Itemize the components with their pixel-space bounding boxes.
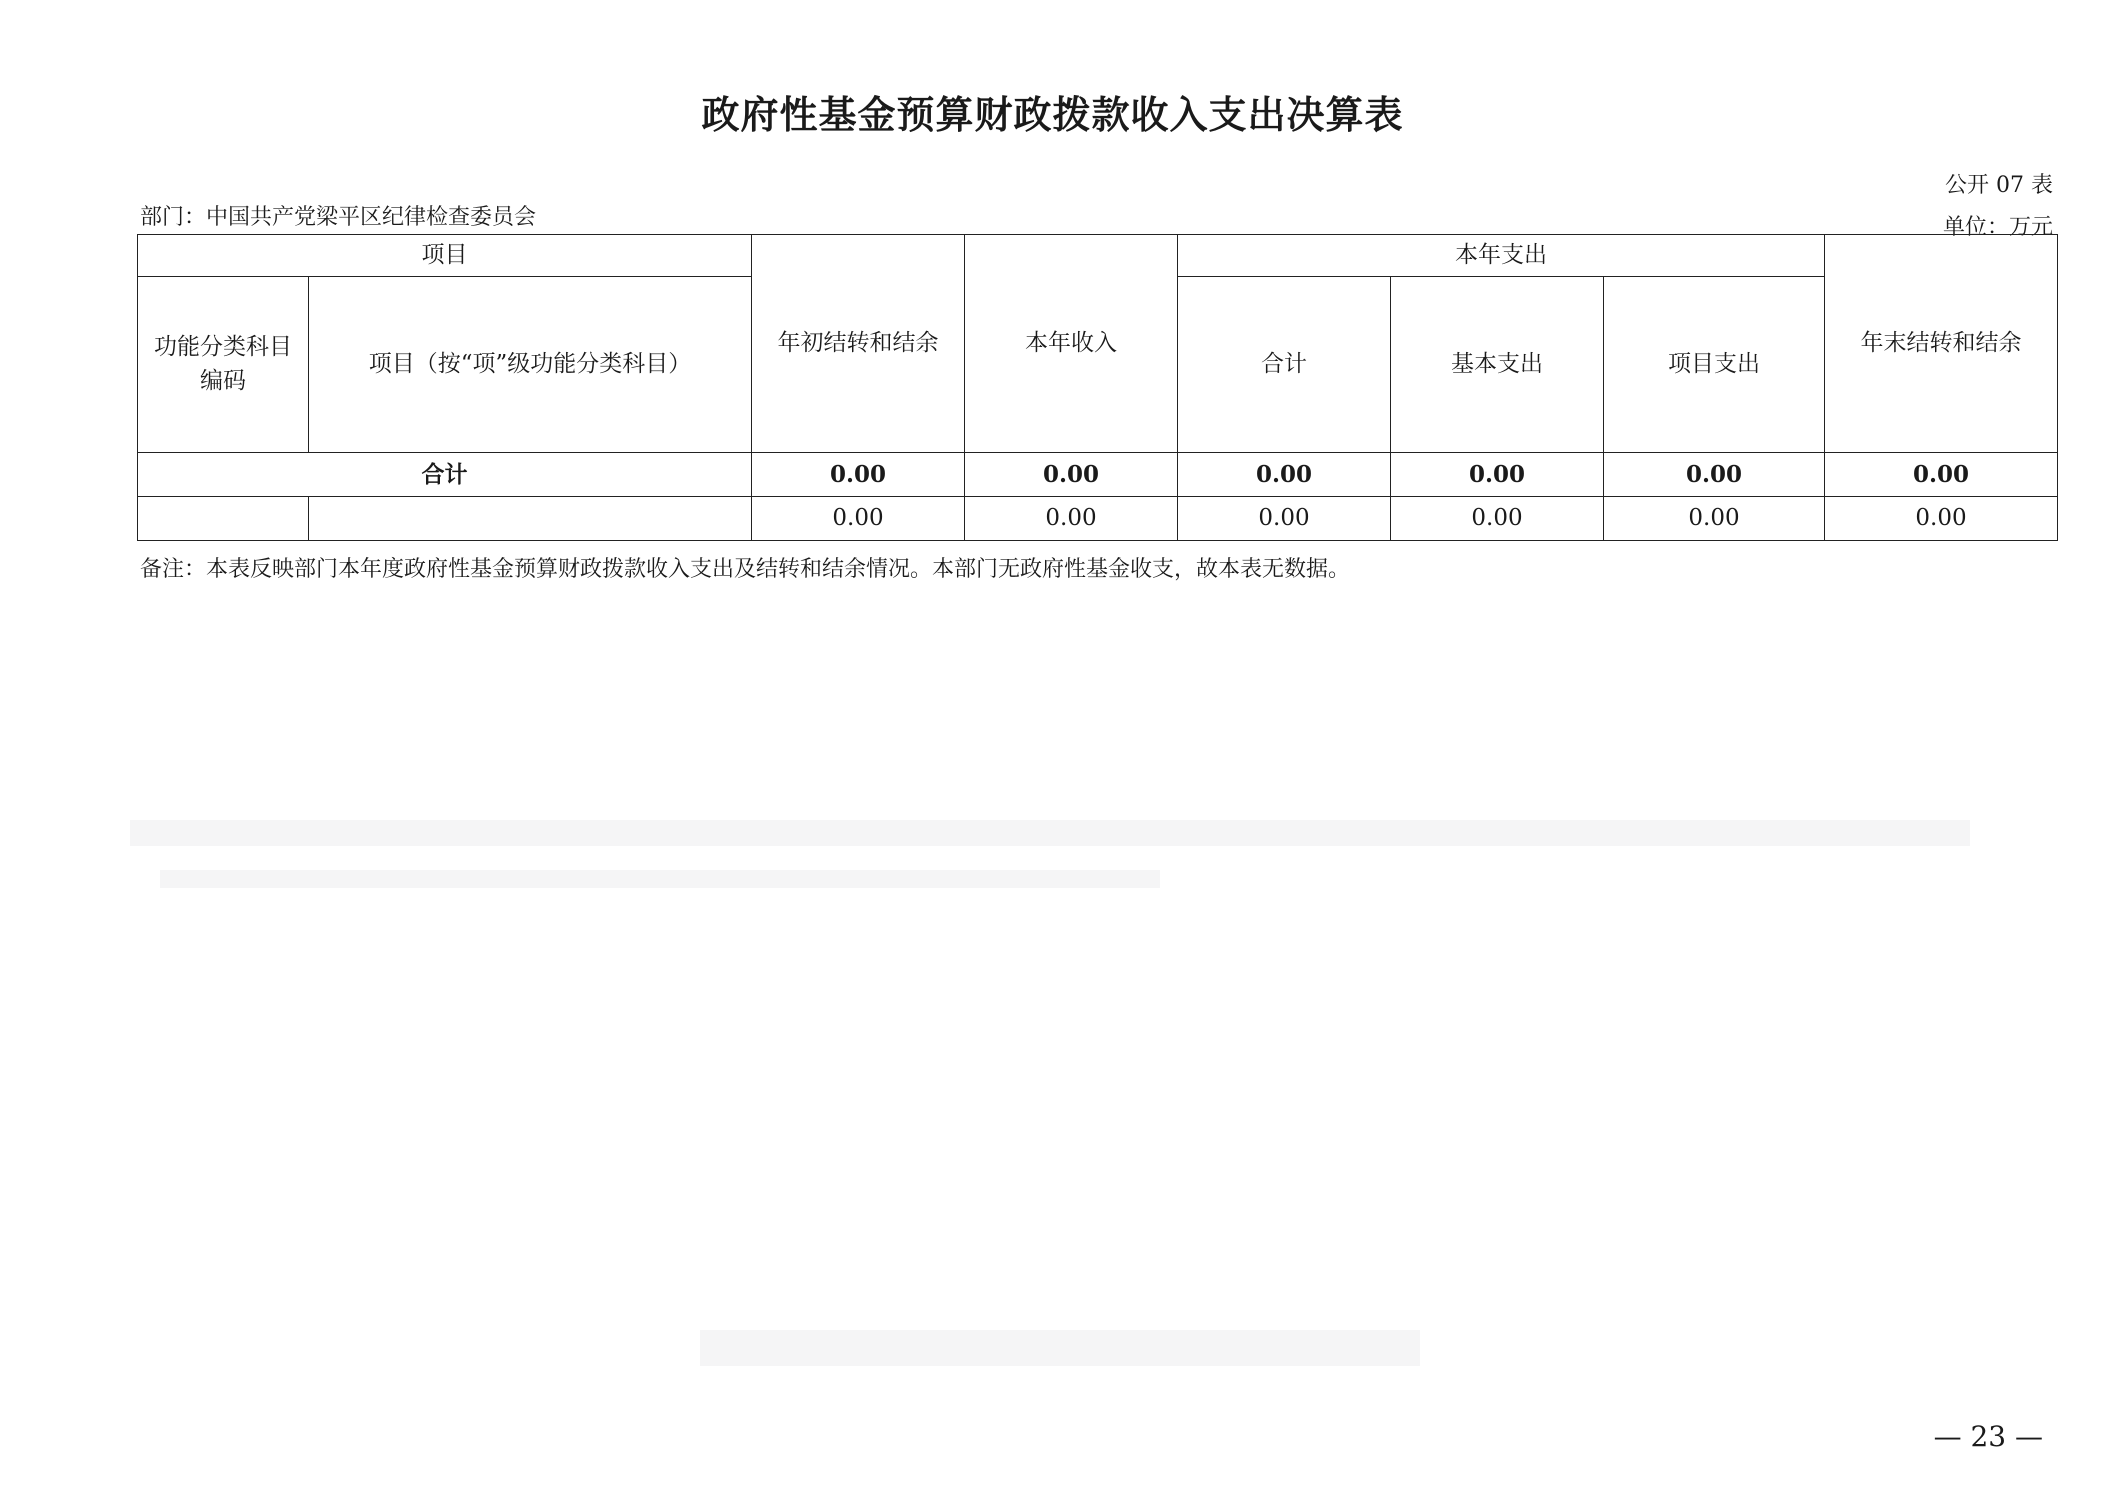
header-row-1 — [138, 235, 2058, 277]
table-note: 备注：本表反映部门本年度政府性基金预算财政拨款收入支出及结转和结余情况。本部门无政府性基金收支，故本表无数据。 — [140, 557, 1351, 582]
row-project-expense: 0.00 — [1604, 497, 1825, 541]
row-opening-balance: 0.00 — [752, 497, 965, 541]
total-project-expense: 0.00 — [1604, 453, 1825, 497]
total-row-label: 合计 — [138, 453, 752, 497]
bleed-through-artifact — [160, 870, 1160, 888]
row-expense-total: 0.00 — [1178, 497, 1391, 541]
header-project-group: 项目 — [138, 235, 752, 277]
total-row — [138, 453, 2058, 497]
bleed-through-artifact — [130, 820, 1970, 846]
total-closing-balance: 0.00 — [1825, 453, 2058, 497]
table-row — [138, 497, 2058, 541]
department-label: 部门：中国共产党梁平区纪律检查委员会 — [140, 205, 537, 230]
header-function-code: 功能分类科目编码 — [138, 277, 309, 453]
bleed-through-artifact — [700, 1330, 1420, 1366]
row-function-code — [138, 497, 309, 541]
header-project-name: 项目（按“项”级功能分类科目） — [309, 277, 752, 453]
header-project-expense: 项目支出 — [1604, 277, 1825, 453]
total-basic-expense: 0.00 — [1391, 453, 1604, 497]
row-basic-expense: 0.00 — [1391, 497, 1604, 541]
header-current-expense-group: 本年支出 — [1178, 235, 1825, 277]
budget-table — [137, 234, 2058, 541]
row-project-name — [309, 497, 752, 541]
header-closing-balance: 年末结转和结余 — [1825, 235, 2058, 453]
total-opening-balance: 0.00 — [752, 453, 965, 497]
unit-label: 单位：万元 — [1942, 215, 2053, 240]
form-number: 公开 07 表 — [1945, 173, 2053, 198]
header-basic-expense: 基本支出 — [1391, 277, 1604, 453]
page-title: 政府性基金预算财政拨款收入支出决算表 — [701, 92, 1404, 137]
page-number: — 23 — — [1933, 1420, 2043, 1453]
row-current-income: 0.00 — [965, 497, 1178, 541]
total-current-income: 0.00 — [965, 453, 1178, 497]
header-current-income: 本年收入 — [965, 235, 1178, 453]
row-closing-balance: 0.00 — [1825, 497, 2058, 541]
total-expense-total: 0.00 — [1178, 453, 1391, 497]
header-expense-total: 合计 — [1178, 277, 1391, 453]
header-opening-balance: 年初结转和结余 — [752, 235, 965, 453]
